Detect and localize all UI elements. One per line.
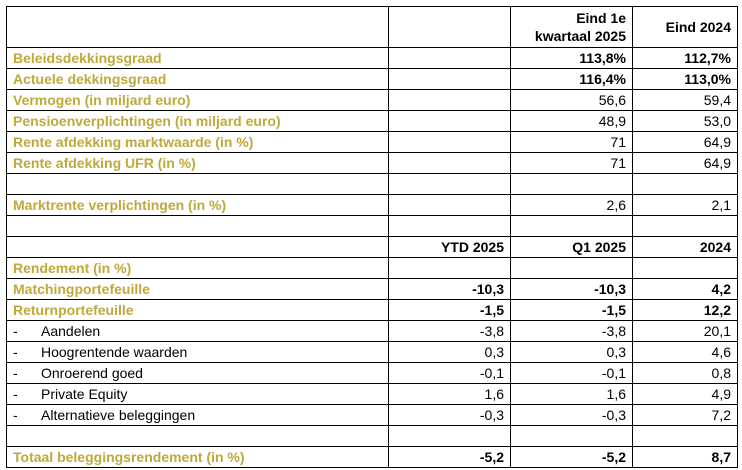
row-value: 0,3	[511, 342, 633, 363]
row-value: 53,0	[633, 111, 738, 132]
table-row	[7, 111, 738, 132]
row-label: Totaal beleggingsrendement (in %)	[7, 447, 389, 468]
table-row	[7, 321, 738, 342]
header-q1-2025: Eind 1e kwartaal 2025	[511, 7, 633, 48]
row-value: 64,9	[633, 153, 738, 174]
row-value: 4,6	[633, 342, 738, 363]
row-value: 64,9	[633, 132, 738, 153]
row-value: 0,8	[633, 363, 738, 384]
row-value: -5,2	[389, 447, 511, 468]
empty-row	[7, 174, 738, 195]
row-value: -0,3	[511, 405, 633, 426]
row-value: 12,2	[633, 300, 738, 321]
header-2024-b: 2024	[633, 237, 738, 258]
row-label: Actuele dekkingsgraad	[7, 69, 389, 90]
row-value: 56,6	[511, 90, 633, 111]
table-row	[7, 300, 738, 321]
row-value: -0,1	[389, 363, 511, 384]
row-value: -10,3	[389, 279, 511, 300]
row-label: Alternatieve beleggingen	[41, 407, 196, 423]
row-label: Beleidsdekkingsgraad	[7, 48, 389, 69]
row-value: 113,0%	[633, 69, 738, 90]
row-label: Matchingportefeuille	[7, 279, 389, 300]
row-value: -5,2	[511, 447, 633, 468]
empty-row	[7, 216, 738, 237]
empty-row	[7, 426, 738, 447]
row-value: -10,3	[511, 279, 633, 300]
row-label: Rente afdekking marktwaarde (in %)	[7, 132, 389, 153]
row-label: Aandelen	[41, 323, 101, 339]
row-value: -1,5	[511, 300, 633, 321]
dash-marker: -	[13, 365, 18, 381]
row-value: 1,6	[389, 384, 511, 405]
table-row	[7, 384, 738, 405]
row-label: Marktrente verplichtingen (in %)	[7, 195, 389, 216]
header-q1-2025-b: Q1 2025	[511, 237, 633, 258]
row-value: -0,3	[389, 405, 511, 426]
table-row	[7, 195, 738, 216]
table-row	[7, 405, 738, 426]
row-value: 7,2	[633, 405, 738, 426]
table-row	[7, 258, 738, 279]
table-row	[7, 90, 738, 111]
row-value: 2,6	[511, 195, 633, 216]
row-label: Private Equity	[41, 386, 128, 402]
row-value: 8,7	[633, 447, 738, 468]
row-value: 4,9	[633, 384, 738, 405]
dash-marker: -	[13, 386, 18, 402]
header-cell-empty	[7, 7, 389, 48]
row-value: -1,5	[389, 300, 511, 321]
row-value: 1,6	[511, 384, 633, 405]
table-row	[7, 132, 738, 153]
row-value: 4,2	[633, 279, 738, 300]
table-row	[7, 363, 738, 384]
section-title: Rendement (in %)	[7, 258, 389, 279]
table-row	[7, 447, 738, 468]
row-value: 71	[511, 153, 633, 174]
table-row	[7, 279, 738, 300]
row-value: -0,1	[511, 363, 633, 384]
row-value: 48,9	[511, 111, 633, 132]
row-value: -3,8	[389, 321, 511, 342]
row-label: Vermogen (in miljard euro)	[7, 90, 389, 111]
table-row	[7, 153, 738, 174]
table-row	[7, 342, 738, 363]
row-value: 2,1	[633, 195, 738, 216]
row-label: Pensioenverplichtingen (in miljard euro)	[7, 111, 389, 132]
dash-marker: -	[13, 407, 18, 423]
row-value: 71	[511, 132, 633, 153]
header-cell-empty	[389, 7, 511, 48]
row-label: Returnportefeuille	[7, 300, 389, 321]
row-value: -3,8	[511, 321, 633, 342]
row-label: Hoogrentende waarden	[41, 344, 188, 360]
dash-marker: -	[13, 323, 18, 339]
header-row	[7, 7, 738, 48]
dash-marker: -	[13, 344, 18, 360]
table-row	[7, 69, 738, 90]
financial-table	[6, 6, 738, 468]
header-ytd-2025: YTD 2025	[389, 237, 511, 258]
row-label: Onroerend goed	[41, 365, 143, 381]
header-row-2	[7, 237, 738, 258]
row-value: 113,8%	[511, 48, 633, 69]
row-value: 116,4%	[511, 69, 633, 90]
row-value: 0,3	[389, 342, 511, 363]
row-value: 112,7%	[633, 48, 738, 69]
row-label: Rente afdekking UFR (in %)	[7, 153, 389, 174]
header-2024: Eind 2024	[633, 7, 738, 48]
row-value: 59,4	[633, 90, 738, 111]
table-row	[7, 48, 738, 69]
row-value: 20,1	[633, 321, 738, 342]
